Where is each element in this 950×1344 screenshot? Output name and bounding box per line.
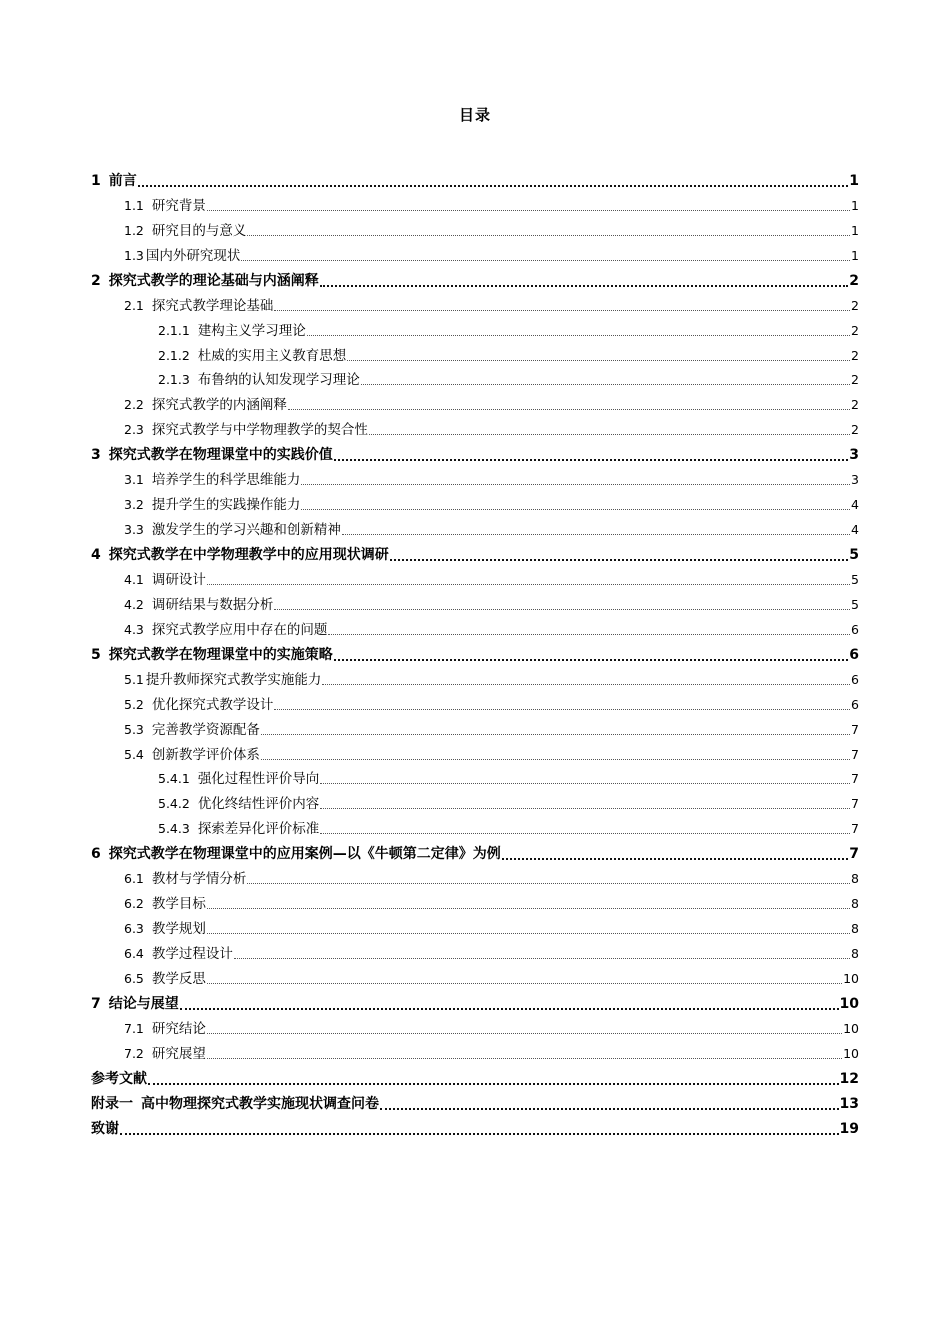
toc-entry-number: 3.2 [124, 497, 144, 513]
page-title: 目录 [458, 106, 491, 124]
toc-entry-number: 5 [91, 646, 101, 663]
toc-entry-page: 4 [851, 497, 859, 513]
toc-entry[interactable] [91, 590, 859, 615]
toc-entry-number: 6.3 [124, 921, 144, 937]
toc-entry[interactable] [91, 615, 859, 640]
toc-entry[interactable] [91, 765, 859, 790]
toc-entry-number: 2.1 [124, 297, 144, 313]
toc-entry-title: 研究结论 [151, 1020, 206, 1037]
toc-entry-title: 探究式教学在中学物理教学中的应用现状调研 [108, 547, 389, 563]
toc-entry[interactable] [91, 814, 859, 839]
toc-entry-number: 2.1.3 [158, 372, 190, 388]
toc-entry[interactable] [91, 191, 859, 216]
toc-entry-page: 7 [849, 846, 859, 863]
toc-leader-dots [138, 175, 849, 187]
toc-entry[interactable] [91, 540, 859, 565]
toc-entry-title: 提升教师探究式教学实施能力 [145, 671, 322, 688]
toc-entry-page: 2 [851, 347, 859, 363]
toc-entry-page: 2 [851, 397, 859, 413]
toc-entry-title: 建构主义学习理论 [197, 322, 306, 339]
toc-entry-title: 强化过程性评价导向 [197, 771, 320, 788]
toc-leader-dots [207, 1047, 842, 1059]
toc-entry-number: 5.4.1 [158, 771, 190, 787]
toc-entry[interactable] [91, 366, 859, 391]
toc-leader-dots [207, 1022, 842, 1034]
toc-entry[interactable] [91, 316, 859, 341]
toc-entry[interactable] [91, 241, 859, 266]
toc-leader-dots [180, 998, 839, 1010]
toc-leader-dots [361, 373, 850, 385]
toc-entry-page: 4 [851, 522, 859, 538]
toc-entry-title: 提升学生的实践操作能力 [151, 497, 301, 514]
toc-leader-dots [301, 473, 850, 485]
toc-entry[interactable] [91, 640, 859, 665]
toc-entry-title: 探究式教学的内涵阐释 [151, 397, 287, 414]
toc-entry-number: 6.1 [124, 871, 144, 887]
toc-leader-dots [342, 523, 850, 535]
toc-entry[interactable] [91, 465, 859, 490]
toc-entry-title: 完善教学资源配备 [151, 721, 260, 738]
toc-entry-page: 1 [849, 172, 859, 189]
toc-entry[interactable] [91, 914, 859, 939]
toc-entry-title: 探究式教学在物理课堂中的实施策略 [108, 646, 333, 663]
toc-entry-number: 3.3 [124, 522, 144, 538]
toc-leader-dots [369, 423, 850, 435]
toc-leader-dots [274, 598, 850, 610]
toc-leader-dots [288, 398, 850, 410]
toc-entry-page: 6 [851, 671, 859, 687]
toc-leader-dots [247, 872, 850, 884]
toc-entry-number: 7 [91, 995, 101, 1012]
toc-leader-dots [334, 449, 849, 461]
toc-entry-number: 5.4 [124, 746, 144, 762]
toc-entry-page: 5 [851, 596, 859, 612]
toc-entry-page: 13 [839, 1095, 859, 1112]
toc-entry-title: 致谢 [91, 1120, 119, 1137]
toc-entry-page: 7 [851, 771, 859, 787]
toc-entry-page: 2 [851, 322, 859, 338]
toc-leader-dots [320, 772, 850, 784]
toc-entry-title: 教材与学情分析 [151, 871, 247, 888]
toc-entry-title: 教学规划 [151, 921, 206, 938]
toc-leader-dots [261, 748, 850, 760]
toc-entry-title: 参考文献 [91, 1070, 147, 1087]
toc-entry-number: 3 [91, 447, 101, 464]
toc-entry-page: 5 [851, 571, 859, 587]
toc-entry-number: 1.3 [124, 247, 144, 263]
toc-entry-page: 19 [839, 1120, 859, 1137]
toc-entry-number: 6 [91, 846, 101, 863]
toc-entry-title: 探究式教学在物理课堂中的应用案例—以《牛顿第二定律》为例 [108, 846, 501, 863]
toc-entry[interactable] [91, 1064, 859, 1089]
toc-entry-title: 培养学生的科学思维能力 [151, 472, 301, 489]
toc-entry-page: 2 [851, 297, 859, 313]
toc-entry[interactable] [91, 889, 859, 914]
toc-entry-number: 4 [91, 547, 101, 563]
toc-leader-dots [241, 249, 850, 261]
toc-entry[interactable] [91, 166, 859, 191]
toc-leader-dots [261, 723, 850, 735]
toc-entry[interactable] [91, 665, 859, 690]
toc-entry[interactable] [91, 789, 859, 814]
toc-entry-title: 前言 [108, 172, 137, 189]
toc-entry-page: 8 [851, 946, 859, 961]
toc-leader-dots [274, 299, 850, 311]
toc-leader-dots [320, 275, 849, 287]
toc-entry-page: 1 [851, 197, 859, 213]
toc-entry-page: 7 [851, 796, 859, 812]
toc-entry-title: 研究目的与意义 [151, 222, 247, 239]
toc-entry[interactable] [91, 740, 859, 765]
toc-leader-dots [207, 573, 850, 585]
toc-entry[interactable] [91, 415, 859, 440]
toc-entry-title: 探究式教学在物理课堂中的实践价值 [108, 447, 333, 464]
toc-leader-dots [390, 549, 849, 561]
toc-entry-page: 7 [851, 746, 859, 762]
toc-entry-page: 2 [849, 272, 859, 289]
toc-entry[interactable] [91, 964, 859, 989]
toc-entry-title: 研究背景 [151, 197, 206, 214]
toc-entry-number: 6.4 [124, 946, 144, 961]
toc-entry-title: 优化终结性评价内容 [197, 796, 320, 813]
toc-entry-number: 6.2 [124, 896, 144, 912]
toc-leader-dots [234, 947, 850, 959]
toc-entry-number: 5.1 [124, 671, 144, 687]
toc-entry-number: 4.1 [124, 571, 144, 587]
toc-entry-title: 激发学生的学习兴趣和创新精神 [151, 522, 341, 539]
toc-leader-dots [301, 498, 850, 510]
toc-entry-number: 7.2 [124, 1045, 144, 1061]
toc-entry-number: 2.1.1 [158, 322, 190, 338]
toc-entry[interactable] [91, 266, 859, 291]
toc-entry-page: 10 [843, 1020, 859, 1036]
toc-leader-dots [207, 199, 850, 211]
toc-entry[interactable] [91, 390, 859, 415]
toc-entry-page: 6 [849, 646, 859, 663]
toc-entry-title: 教学反思 [151, 970, 206, 987]
toc-entry-number: 1 [91, 172, 101, 189]
toc-entry-number: 1.1 [124, 197, 144, 213]
toc-entry[interactable] [91, 216, 859, 241]
toc-entry-page: 2 [851, 422, 859, 438]
toc-leader-dots [334, 649, 849, 661]
toc-entry-page: 1 [851, 222, 859, 238]
toc-entry-title: 研究展望 [151, 1045, 206, 1062]
toc-leader-dots [274, 698, 850, 710]
toc-entry[interactable] [91, 1039, 859, 1064]
toc-entry-number: 2.1.2 [158, 347, 190, 363]
toc-leader-dots [120, 1123, 839, 1135]
toc-entry-page: 10 [843, 1045, 859, 1061]
toc-leader-dots [502, 848, 849, 860]
toc-entry[interactable] [91, 291, 859, 316]
toc-leader-dots [320, 797, 850, 809]
toc-entry-number: 4.2 [124, 596, 144, 612]
toc-entry[interactable] [91, 715, 859, 740]
toc-entry-number: 6.5 [124, 970, 144, 986]
toc-entry[interactable] [91, 1089, 859, 1114]
toc-leader-dots [307, 324, 850, 336]
toc-entry-title: 结论与展望 [108, 995, 179, 1012]
toc-entry[interactable] [91, 565, 859, 590]
toc-entry-page: 7 [851, 821, 859, 837]
toc-entry-title: 探究式教学理论基础 [151, 297, 274, 314]
toc-leader-dots [328, 623, 850, 635]
toc-entry-title: 教学过程设计 [151, 946, 233, 962]
toc-entry-number: 5.3 [124, 721, 144, 737]
toc-entry-title: 探索差异化评价标准 [197, 821, 320, 838]
toc-entry-title: 调研结果与数据分析 [151, 596, 274, 613]
toc-entry[interactable] [91, 341, 859, 366]
toc-entry-page: 8 [851, 871, 859, 887]
toc-leader-dots [322, 673, 850, 685]
toc-entry[interactable] [91, 1014, 859, 1039]
toc-entry[interactable] [91, 515, 859, 540]
toc-entry-page: 10 [843, 970, 859, 986]
toc-entry-number: 2.2 [124, 397, 144, 413]
toc-entry-page: 6 [851, 696, 859, 712]
toc-entry[interactable] [91, 490, 859, 515]
toc-entry-page: 5 [849, 547, 859, 563]
table-of-contents [91, 166, 859, 1139]
toc-entry-title: 优化探究式教学设计 [151, 696, 274, 713]
toc-leader-dots [207, 922, 850, 934]
toc-entry-page: 2 [851, 372, 859, 388]
toc-entry-page: 3 [849, 447, 859, 464]
toc-entry-number: 附录一 [91, 1095, 133, 1112]
toc-entry-page: 3 [851, 472, 859, 488]
toc-entry-title: 探究式教学应用中存在的问题 [151, 621, 328, 638]
toc-entry-number: 5.2 [124, 696, 144, 712]
toc-leader-dots [347, 349, 850, 361]
toc-entry-page: 8 [851, 896, 859, 912]
toc-entry-number: 4.3 [124, 621, 144, 637]
toc-entry[interactable] [91, 839, 859, 864]
toc-entry-number: 5.4.2 [158, 796, 190, 812]
toc-entry-title: 调研设计 [151, 571, 206, 588]
toc-entry-page: 10 [839, 995, 859, 1012]
toc-entry-title: 创新教学评价体系 [151, 746, 260, 763]
toc-entry-number: 1.2 [124, 222, 144, 238]
toc-entry-number: 2.3 [124, 422, 144, 438]
toc-entry-page: 1 [851, 247, 859, 263]
toc-entry-page: 12 [839, 1070, 859, 1087]
toc-entry[interactable] [91, 690, 859, 715]
toc-entry-title: 探究式教学与中学物理教学的契合性 [151, 422, 368, 439]
toc-entry-title: 教学目标 [151, 896, 206, 913]
toc-leader-dots [380, 1098, 839, 1110]
toc-entry-title: 布鲁纳的认知发现学习理论 [197, 372, 360, 389]
toc-entry-title: 杜威的实用主义教育思想 [197, 347, 347, 364]
toc-entry-title: 探究式教学的理论基础与内涵阐释 [108, 272, 319, 289]
toc-leader-dots [207, 897, 850, 909]
toc-entry-number: 2 [91, 272, 101, 289]
toc-entry-number: 5.4.3 [158, 821, 190, 837]
toc-entry[interactable] [91, 440, 859, 465]
toc-entry-title: 国内外研究现状 [145, 247, 241, 264]
toc-leader-dots [207, 972, 842, 984]
toc-entry-title: 高中物理探究式教学实施现状调查问卷 [141, 1095, 379, 1112]
toc-entry-number: 3.1 [124, 472, 144, 488]
toc-entry-page: 8 [851, 921, 859, 937]
toc-entry-page: 7 [851, 721, 859, 737]
toc-entry-page: 6 [851, 621, 859, 637]
toc-leader-dots [247, 224, 850, 236]
toc-leader-dots [320, 822, 850, 834]
toc-entry[interactable] [91, 939, 859, 964]
toc-entry[interactable] [91, 989, 859, 1014]
toc-entry-number: 7.1 [124, 1020, 144, 1036]
toc-entry[interactable] [91, 1114, 859, 1139]
toc-entry[interactable] [91, 864, 859, 889]
toc-leader-dots [148, 1073, 839, 1085]
